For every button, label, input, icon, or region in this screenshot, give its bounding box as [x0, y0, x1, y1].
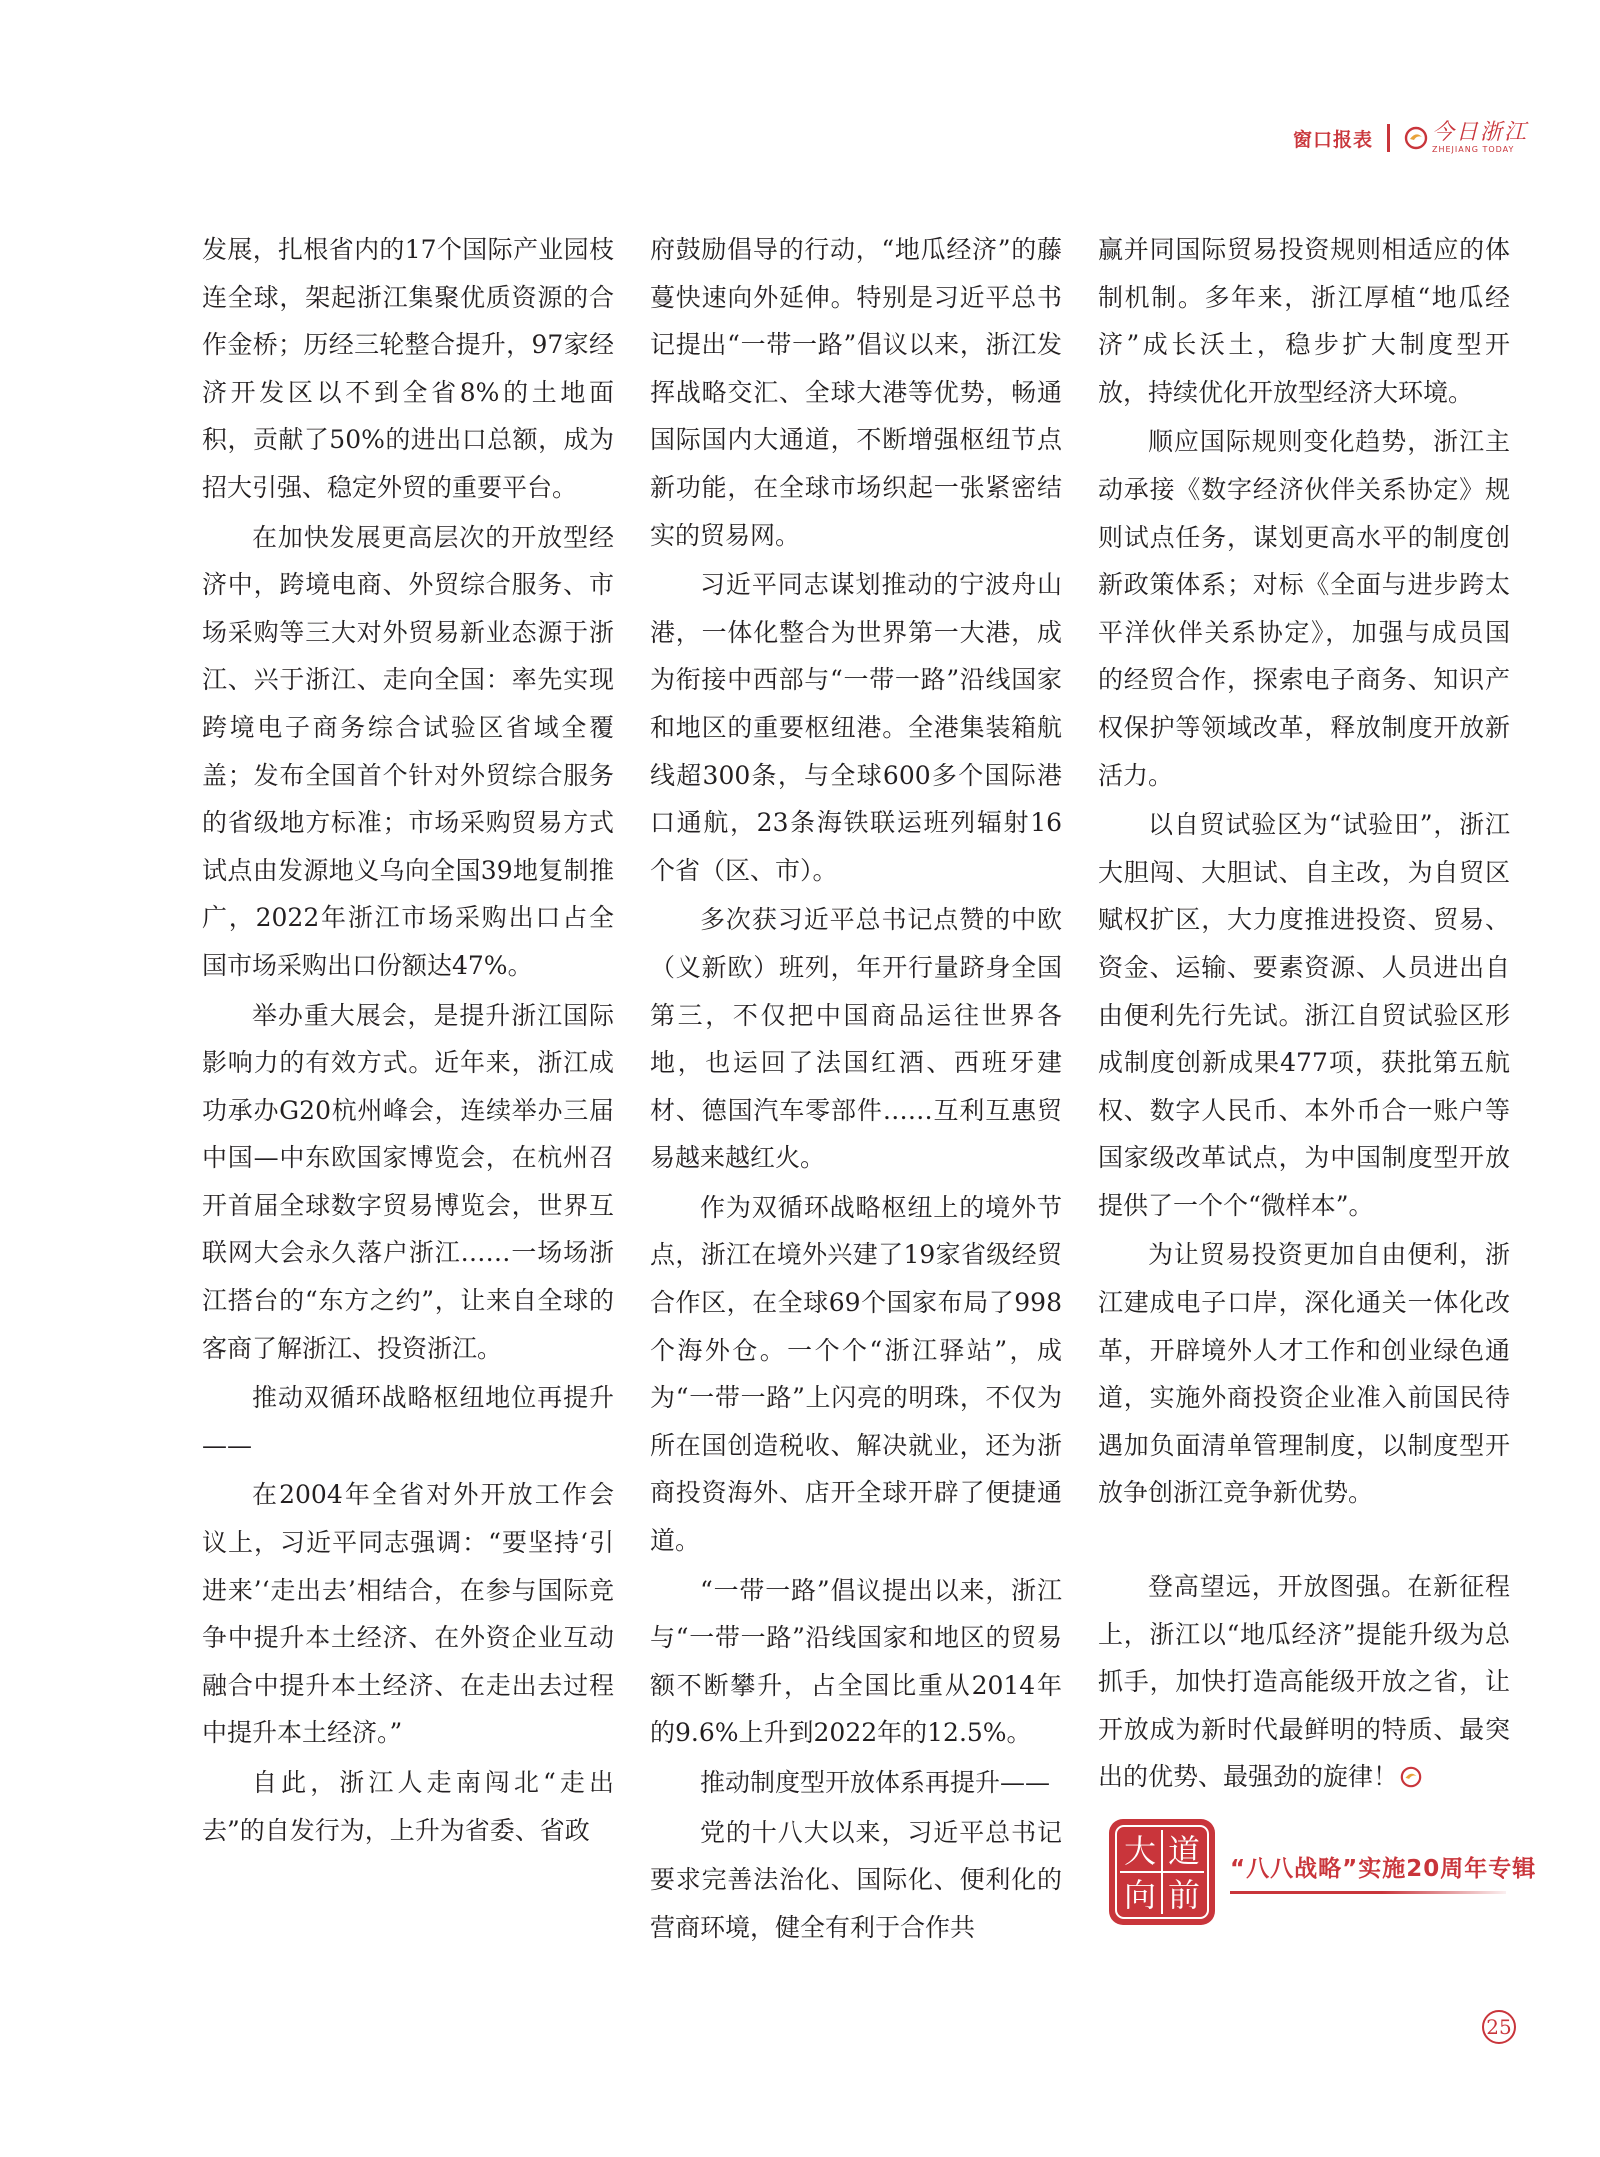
paragraph: 府鼓励倡导的行动，“地瓜经济”的藤蔓快速向外延伸。特别是习近平总书记提出“一带一路”倡议以来，浙江发挥战略交汇、全球大港等优势，畅通国际国内大通道，不断增强枢纽节点新功能，在全球市场织起一张紧密结实的贸易网。 — [650, 235, 1062, 550]
seal-char: 大 — [1123, 1832, 1157, 1870]
text-column-1 — [202, 226, 614, 1856]
page-header — [1293, 116, 1528, 160]
subheading: 推动制度型开放体系再提升—— — [700, 1768, 1051, 1797]
header-divider — [1387, 124, 1390, 152]
page-number: 25 — [1482, 2010, 1516, 2044]
paragraph: 多次获习近平总书记点赞的中欧（义新欧）班列，年开行量跻身全国第三，不仅把中国商品运往世界各地，也运回了法国红酒、西班牙建材、德国汽车零部件……互利互惠贸易越来越红火。 — [650, 905, 1062, 1173]
special-issue-title: “八八战略”实施20周年专辑 — [1230, 1856, 1537, 1882]
paragraph: 自此，浙江人走南闯北“走出去”的自发行为，上升为省委、省政 — [202, 1768, 614, 1845]
seal-char: 向 — [1123, 1876, 1157, 1914]
paragraph: 顺应国际规则变化趋势，浙江主动承接《数字经济伙伴关系协定》规则试点任务，谋划更高水平的制度创新政策体系；对标《全面与进步跨太平洋伙伴关系协定》，加强与成员国的经贸合作，探索电子商务、知识产权保护等领域改革，释放制度开放新活力。 — [1098, 427, 1510, 790]
special-issue-stamp — [1106, 1816, 1536, 1928]
paragraph: 赢并同国际贸易投资规则相适应的体制机制。多年来，浙江厚植“地瓜经济”成长沃土，稳步扩大制度型开放，持续优化开放型经济大环境。 — [1098, 235, 1510, 407]
logo-chinese-text: 今日浙江 — [1431, 120, 1528, 145]
seal-icon — [1106, 1816, 1218, 1928]
closing-text: 登高望远，开放图强。在新征程上，浙江以“地瓜经济”提能升级为总抓手，加快打造高能级开放之省，让开放成为新时代最鲜明的特质、最突出的优势、最强劲的旋律！ — [1098, 1572, 1510, 1792]
seal-char: 前 — [1167, 1876, 1201, 1914]
article-body — [202, 226, 1512, 2006]
paragraph: 在加快发展更高层次的开放型经济中，跨境电商、外贸综合服务、市场采购等三大对外贸易新业态源于浙江、兴于浙江、走向全国：率先实现跨境电子商务综合试验区省域全覆盖；发布全国首个针对外贸综合服务的省级地方标准；市场采购贸易方式试点由发源地义乌向全国39地复制推广，2022年浙江市场采购出口占全国市场采购出口份额达47%。 — [202, 522, 614, 980]
text-column-2 — [650, 226, 1062, 1953]
logo-english-text: ZHEJIANG TODAY — [1431, 145, 1515, 154]
section-label: 窗口报表 — [1292, 128, 1373, 151]
paragraph: “一带一路”倡议提出以来，浙江与“一带一路”沿线国家和地区的贸易额不断攀升，占全国比重从2014年的9.6%上升到2022年的12.5%。 — [650, 1575, 1062, 1748]
seal-char: 道 — [1167, 1832, 1201, 1870]
paragraph: 以自贸试验区为“试验田”，浙江大胆闯、大胆试、自主改，为自贸区赋权扩区，大力度推进投资、贸易、资金、运输、要素资源、人员进出自由便利先行先试。浙江自贸试验区形成制度创新成果477项，获批第五航权、数字人民币、本外币合一账户等国家级改革试点，为中国制度型开放提供了一个个“微样本”。 — [1098, 810, 1510, 1220]
paragraph: 作为双循环战略枢纽上的境外节点，浙江在境外兴建了19家省级经贸合作区，在全球69个国家布局了998个海外仓。一个个“浙江驿站”，成为“一带一路”上闪亮的明珠，不仅为所在国创造税收、解决就业，还为浙商投资海外、店开全球开辟了便捷通道。 — [650, 1192, 1062, 1556]
end-mark-icon — [1400, 1766, 1422, 1788]
paragraph: 举办重大展会，是提升浙江国际影响力的有效方式。近年来，浙江成功承办G20杭州峰会，连续举办三届中国—中东欧国家博览会，在杭州召开首届全球数字贸易博览会，世界互联网大会永久落户浙江……一场场浙江搭台的“东方之约”，让来自全球的客商了解浙江、投资浙江。 — [202, 1000, 614, 1363]
logo-swirl-icon — [1404, 126, 1428, 150]
paragraph: 为让贸易投资更加自由便利，浙江建成电子口岸，深化通关一体化改革，开辟境外人才工作和创业绿色通道，实施外商投资企业准入前国民待遇加负面清单管理制度，以制度型开放争创浙江竞争新优势。 — [1098, 1240, 1510, 1508]
subheading: 推动双循环战略枢纽地位再提升—— — [202, 1383, 614, 1460]
paragraph: 在2004年全省对外开放工作会议上，习近平同志强调：“要坚持‘引进来’‘走出去’相结合，在参与国际竞争中提升本土经济、在外资企业互动融合中提升本土经济、在走出去过程中提升本土经济。” — [202, 1480, 614, 1748]
text-column-3 — [1098, 226, 1510, 1803]
closing-paragraph — [1098, 1563, 1510, 1801]
stamp-label — [1230, 1850, 1536, 1894]
paragraph: 发展，扎根省内的17个国际产业园枝连全球，架起浙江集聚优质资源的合作金桥；历经三轮整合提升，97家经济开发区以不到全省8%的土地面积，贡献了50%的进出口总额，成为招大引强、稳定外贸的重要平台。 — [202, 235, 614, 502]
title-underline — [1230, 1891, 1506, 1894]
paragraph: 党的十八大以来，习近平总书记要求完善法治化、国际化、便利化的营商环境，健全有利于合作共 — [650, 1817, 1062, 1942]
magazine-logo — [1404, 122, 1528, 154]
paragraph: 习近平同志谋划推动的宁波舟山港，一体化整合为世界第一大港，成为衔接中西部与“一带一路”沿线国家和地区的重要枢纽港。全港集装箱航线超300条，与全球600多个国际港口通航，23条海铁联运班列辐射16个省（区、市）。 — [650, 570, 1062, 885]
